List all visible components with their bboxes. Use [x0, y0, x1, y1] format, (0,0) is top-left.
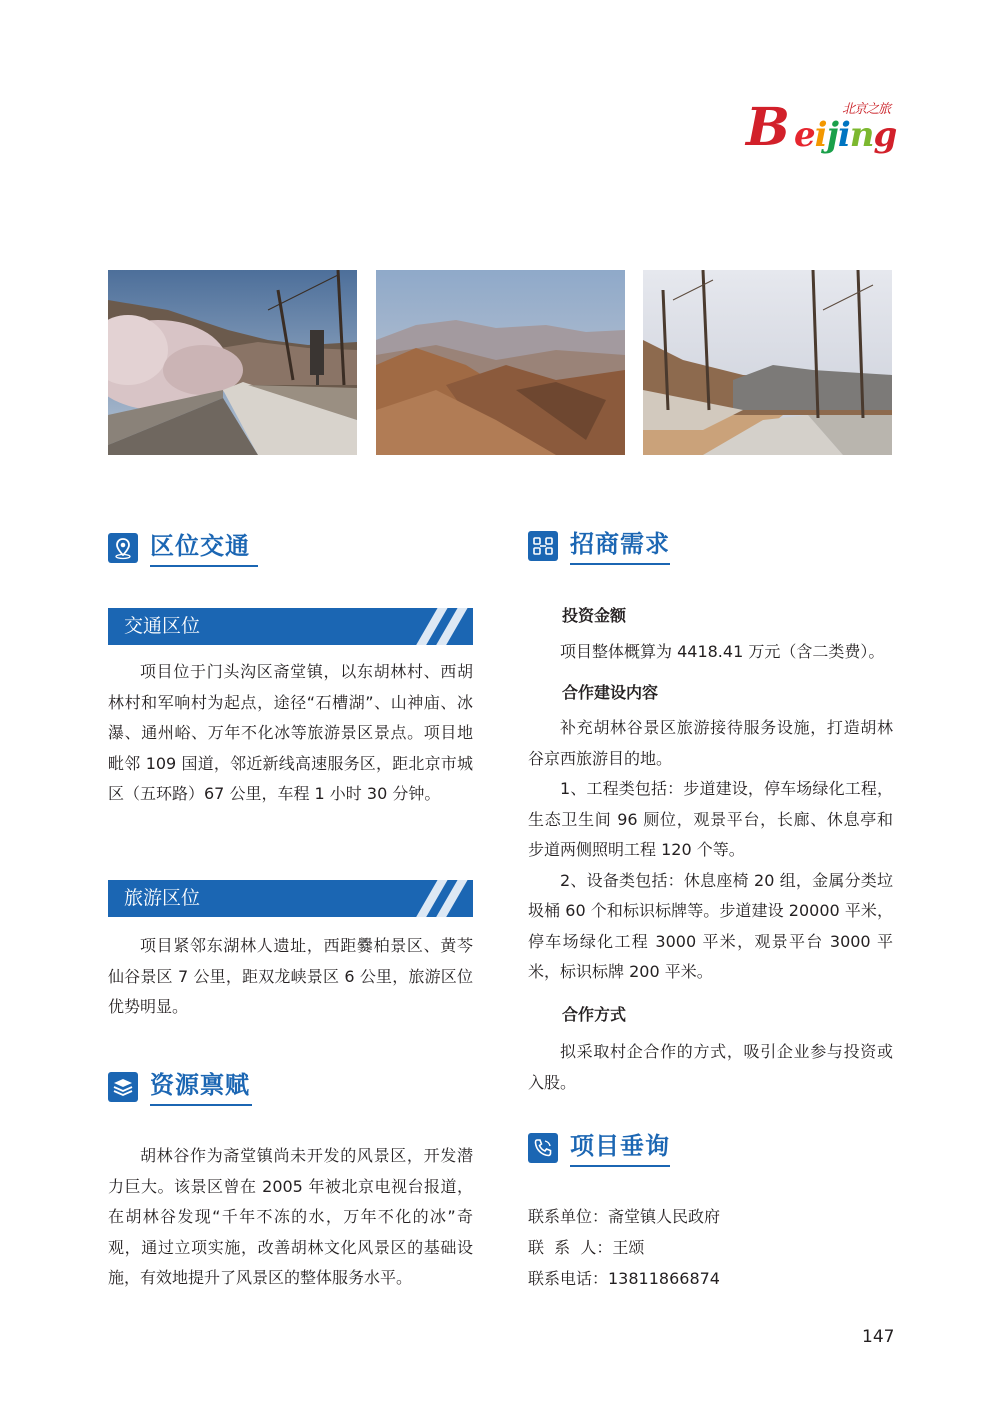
phone-icon: [528, 1133, 558, 1163]
photo-bare-tree-trail: [643, 270, 892, 455]
section-heading-location: [108, 529, 268, 569]
bar-label: 交通区位: [124, 615, 201, 637]
location-pin-icon: [108, 533, 138, 563]
title-underline: [150, 1104, 252, 1106]
subtitle-cooperation-mode: 合作方式: [562, 1005, 627, 1024]
section-title: 区位交通: [150, 532, 250, 560]
section-title: 资源禀赋: [150, 1071, 250, 1099]
logo-initial: B: [746, 97, 790, 158]
section-heading-inquiry: [528, 1129, 688, 1169]
section-title: 项目垂询: [570, 1132, 670, 1160]
contact-person: 联 系 人：王颂: [528, 1238, 645, 1257]
section-title: 招商需求: [570, 530, 670, 558]
subheading-bar-tourism: [108, 880, 473, 917]
resources-paragraph: 胡林谷作为斋堂镇尚未开发的风景区，开发潜力巨大。该景区曾在 2005 年被北京电视台报道，在胡林谷发现“千年不冻的水，万年不化的冰”奇观，通过立项实施，改善胡林文化风景区的基础设施，有效地提升了风景区的整体服务水平。: [108, 1146, 473, 1287]
title-underline: [150, 565, 258, 567]
contact-phone: 联系电话：13811866874: [528, 1269, 720, 1288]
contact-unit: 联系单位：斋堂镇人民政府: [528, 1207, 721, 1226]
traffic-paragraph: 项目位于门头沟区斋堂镇，以东胡林村、西胡林村和军响村为起点，途径“石槽湖”、山神庙、冰瀑、通州峪、万年不化冰等旅游景区景点。项目地毗邻 109 国道，邻近新线高速服务区，距北京市城区（五环路）67 公里，车程 1 小时 30 分钟。: [108, 662, 473, 803]
handshake-icon: [528, 531, 558, 561]
investment-amount-paragraph: 项目整体概算为 4418.41 万元（含二类费）。: [560, 642, 885, 661]
stack-layers-icon: [108, 1072, 138, 1102]
title-underline: [570, 1165, 670, 1167]
tourism-paragraph: 项目紧邻东湖林人遗址，西距爨柏景区、黄芩仙谷景区 7 公里，距双龙峡景区 6 公里，旅游区位优势明显。: [108, 936, 473, 1016]
photo-mountain-valley: [376, 270, 625, 455]
cooperation-mode-paragraph: 拟采取村企合作的方式，吸引企业参与投资或入股。: [528, 1042, 893, 1092]
section-heading-investment: [528, 527, 688, 567]
subheading-bar-traffic: [108, 608, 473, 645]
photo-blossom-road: [108, 270, 357, 455]
bar-label: 旅游区位: [124, 887, 201, 909]
logo-chinese-text: 北京之旅: [842, 102, 891, 117]
logo-word: eijing: [794, 115, 897, 155]
title-underline: [570, 563, 670, 565]
subtitle-investment-amount: 投资金额: [562, 606, 627, 625]
subtitle-cooperation-content: 合作建设内容: [562, 683, 659, 702]
contact-block: [528, 1201, 720, 1294]
section-heading-resources: [108, 1068, 268, 1108]
cooperation-content-paragraph: 补充胡林谷景区旅游接待服务设施，打造胡林谷京西旅游目的地。 1、工程类包括：步道建设，停车场绿化工程，生态卫生间 96 厕位，观景平台，长廊、休息亭和步道两侧照明工程 120 个等。 2、设备类包括：休息座椅 20 组，金属分类垃圾桶 60 个和标识标牌等。步道建设 20000 平米，停车场绿化工程 3000 平米，观景平台 3000 平米，标识标牌 200 平米。: [528, 718, 893, 981]
page-number: 147: [862, 1327, 895, 1347]
beijing-tourism-logo: [738, 92, 898, 164]
